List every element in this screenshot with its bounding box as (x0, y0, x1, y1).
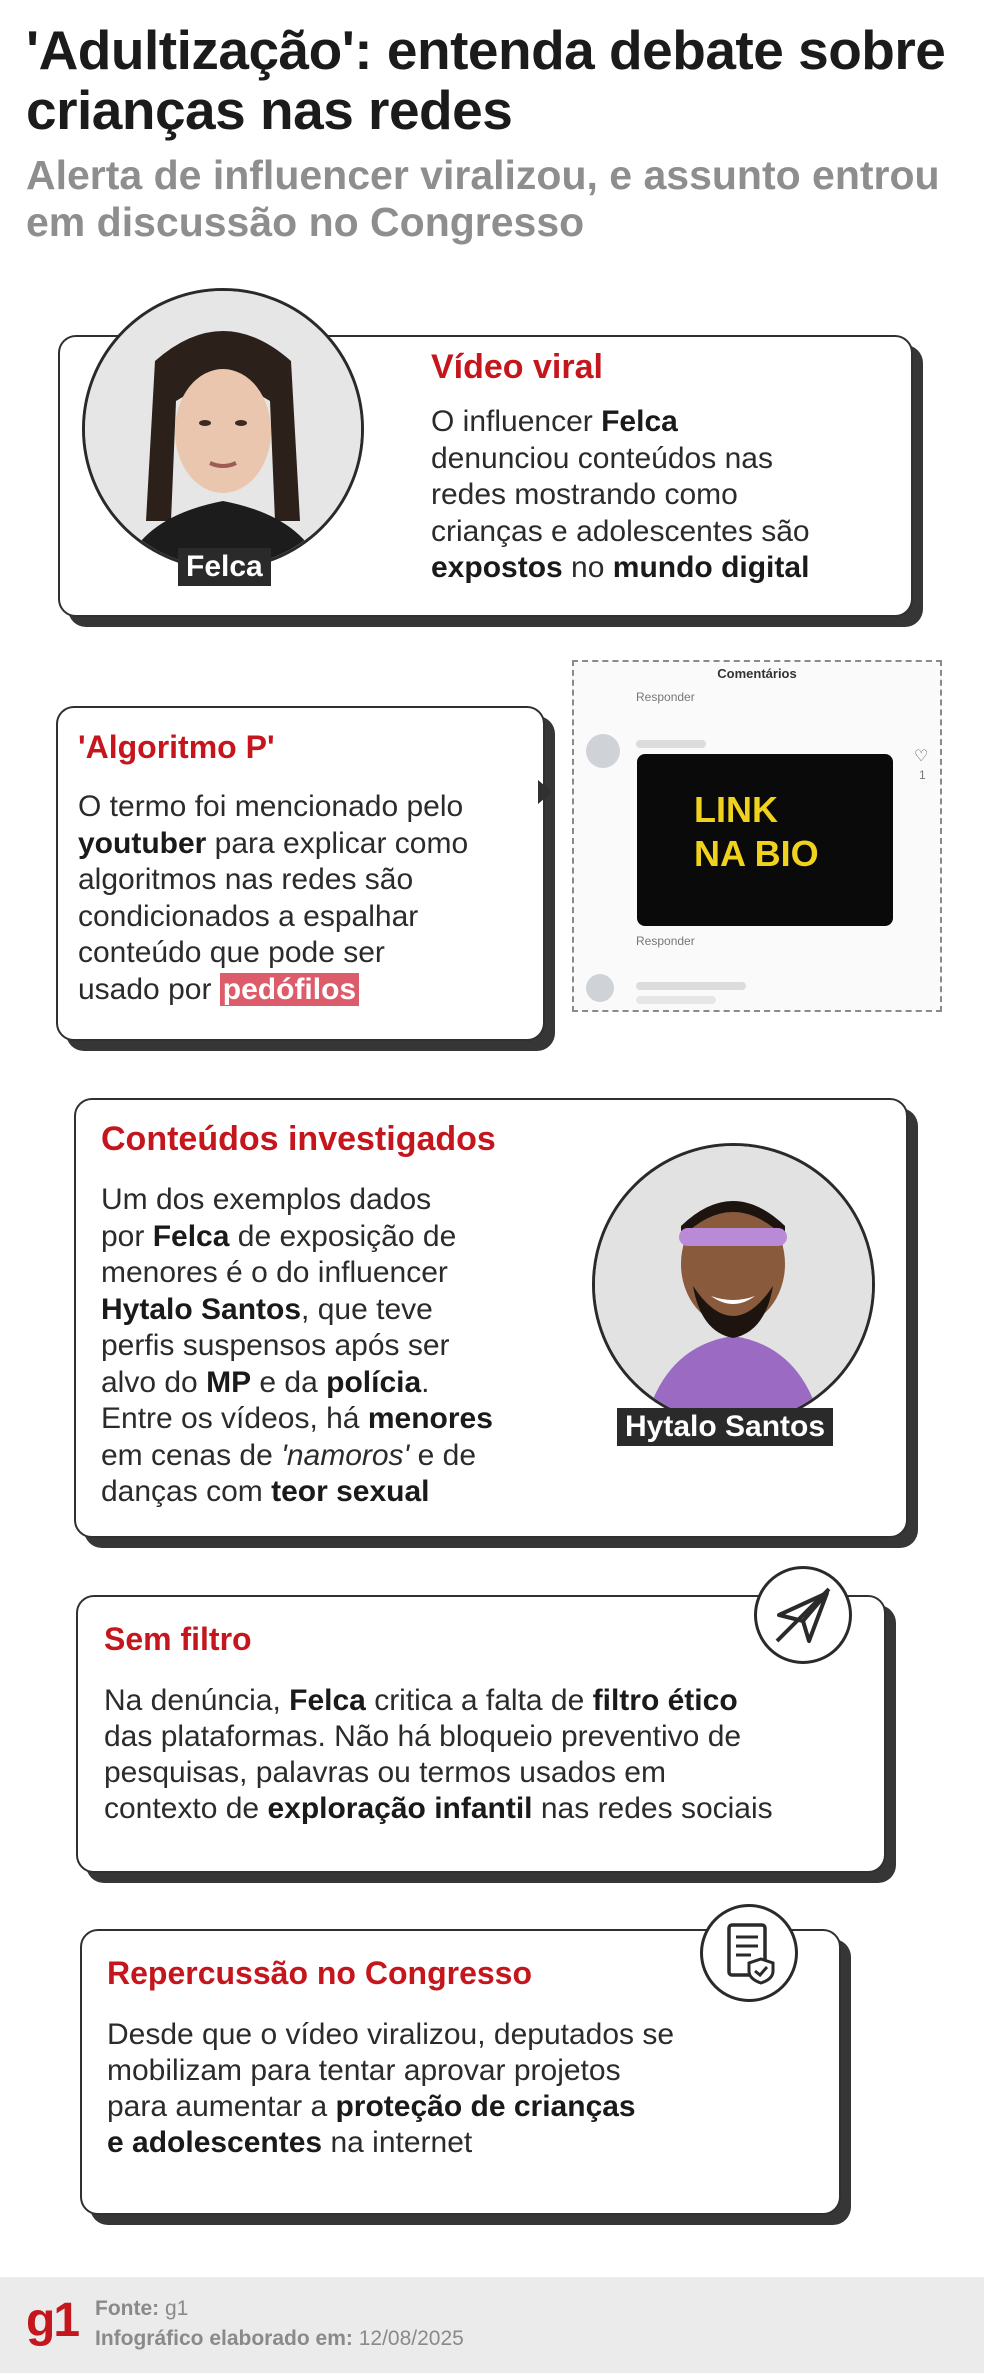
card-text-repercussao-congresso: Desde que o vídeo viralizou, deputados se mobilizam para tentar aprovar projetos para aumentar a proteção de crianças e adolescentes na internet (107, 2018, 675, 2159)
card-title-repercussao-congresso: Repercussão no Congresso (107, 1955, 532, 1991)
felca-photo-illustration (85, 291, 361, 567)
page-title: 'Adultização': entenda debate sobre crianças nas redes (26, 19, 946, 141)
blurred-avatar (586, 734, 620, 768)
comments-screenshot (572, 660, 942, 1012)
footer (0, 2277, 984, 2373)
document-shield-icon (700, 1904, 798, 2002)
no-send-icon (754, 1566, 852, 1664)
blurred-comment (636, 982, 746, 990)
date-line: Infográfico elaborado em: 12/08/2025 (95, 2327, 464, 2350)
like-count: 1 (919, 768, 926, 782)
card-text-algoritmo-p: O termo foi mencionado pelo youtuber para explicar como algoritmos nas redes são condicionados a espalhar conteúdo que pode ser usado por pedófilos (78, 790, 469, 1006)
blurred-username (636, 740, 706, 748)
hytalo-portrait (592, 1143, 875, 1426)
blurred-comment (636, 996, 716, 1004)
card-title-algoritmo-p: 'Algoritmo P' (78, 729, 275, 765)
heart-icon: ♡ (914, 748, 929, 765)
blurred-avatar (586, 974, 614, 1002)
felca-portrait (82, 288, 364, 570)
comments-header: Comentários (717, 666, 797, 681)
card-text-video-viral: O influencer Felca denunciou conteúdos nas redes mostrando como crianças e adolescentes são expostos no mundo digital (431, 405, 810, 584)
g1-logo: g1 (26, 2294, 79, 2347)
hytalo-name-tag: Hytalo Santos (617, 1408, 833, 1446)
page-subtitle: Alerta de influencer viralizou, e assunto entrou em discussão no Congresso (26, 152, 940, 245)
card-pointer (538, 780, 552, 804)
reply-label: Responder (636, 690, 695, 704)
hytalo-photo-illustration (595, 1146, 872, 1423)
card-title-video-viral: Vídeo viral (431, 348, 603, 386)
card-text-sem-filtro: Na denúncia, Felca critica a falta de filtro ético das plataformas. Não há bloqueio preventivo de pesquisas, palavras ou termos usados em contexto de exploração infantil nas redes sociais (104, 1684, 773, 1825)
source-line: Fonte: g1 (95, 2297, 189, 2320)
card-title-sem-filtro: Sem filtro (104, 1621, 252, 1657)
card-title-conteudos-investigados: Conteúdos investigados (101, 1120, 496, 1158)
felca-name-tag: Felca (178, 548, 271, 586)
card-text-conteudos-investigados: Um dos exemplos dados por Felca de exposição de menores é o do influencer Hytalo Santos, que teve perfis suspensos após ser alvo do MP e da polícia. Entre os vídeos, há menores em cenas de 'namoros' e de danças com teor sexual (101, 1183, 493, 1508)
link-na-bio-text: LINK NA BIO (694, 789, 819, 874)
highlight-pedofilos: pedófilos (220, 973, 359, 1006)
reply-label: Responder (636, 934, 695, 948)
